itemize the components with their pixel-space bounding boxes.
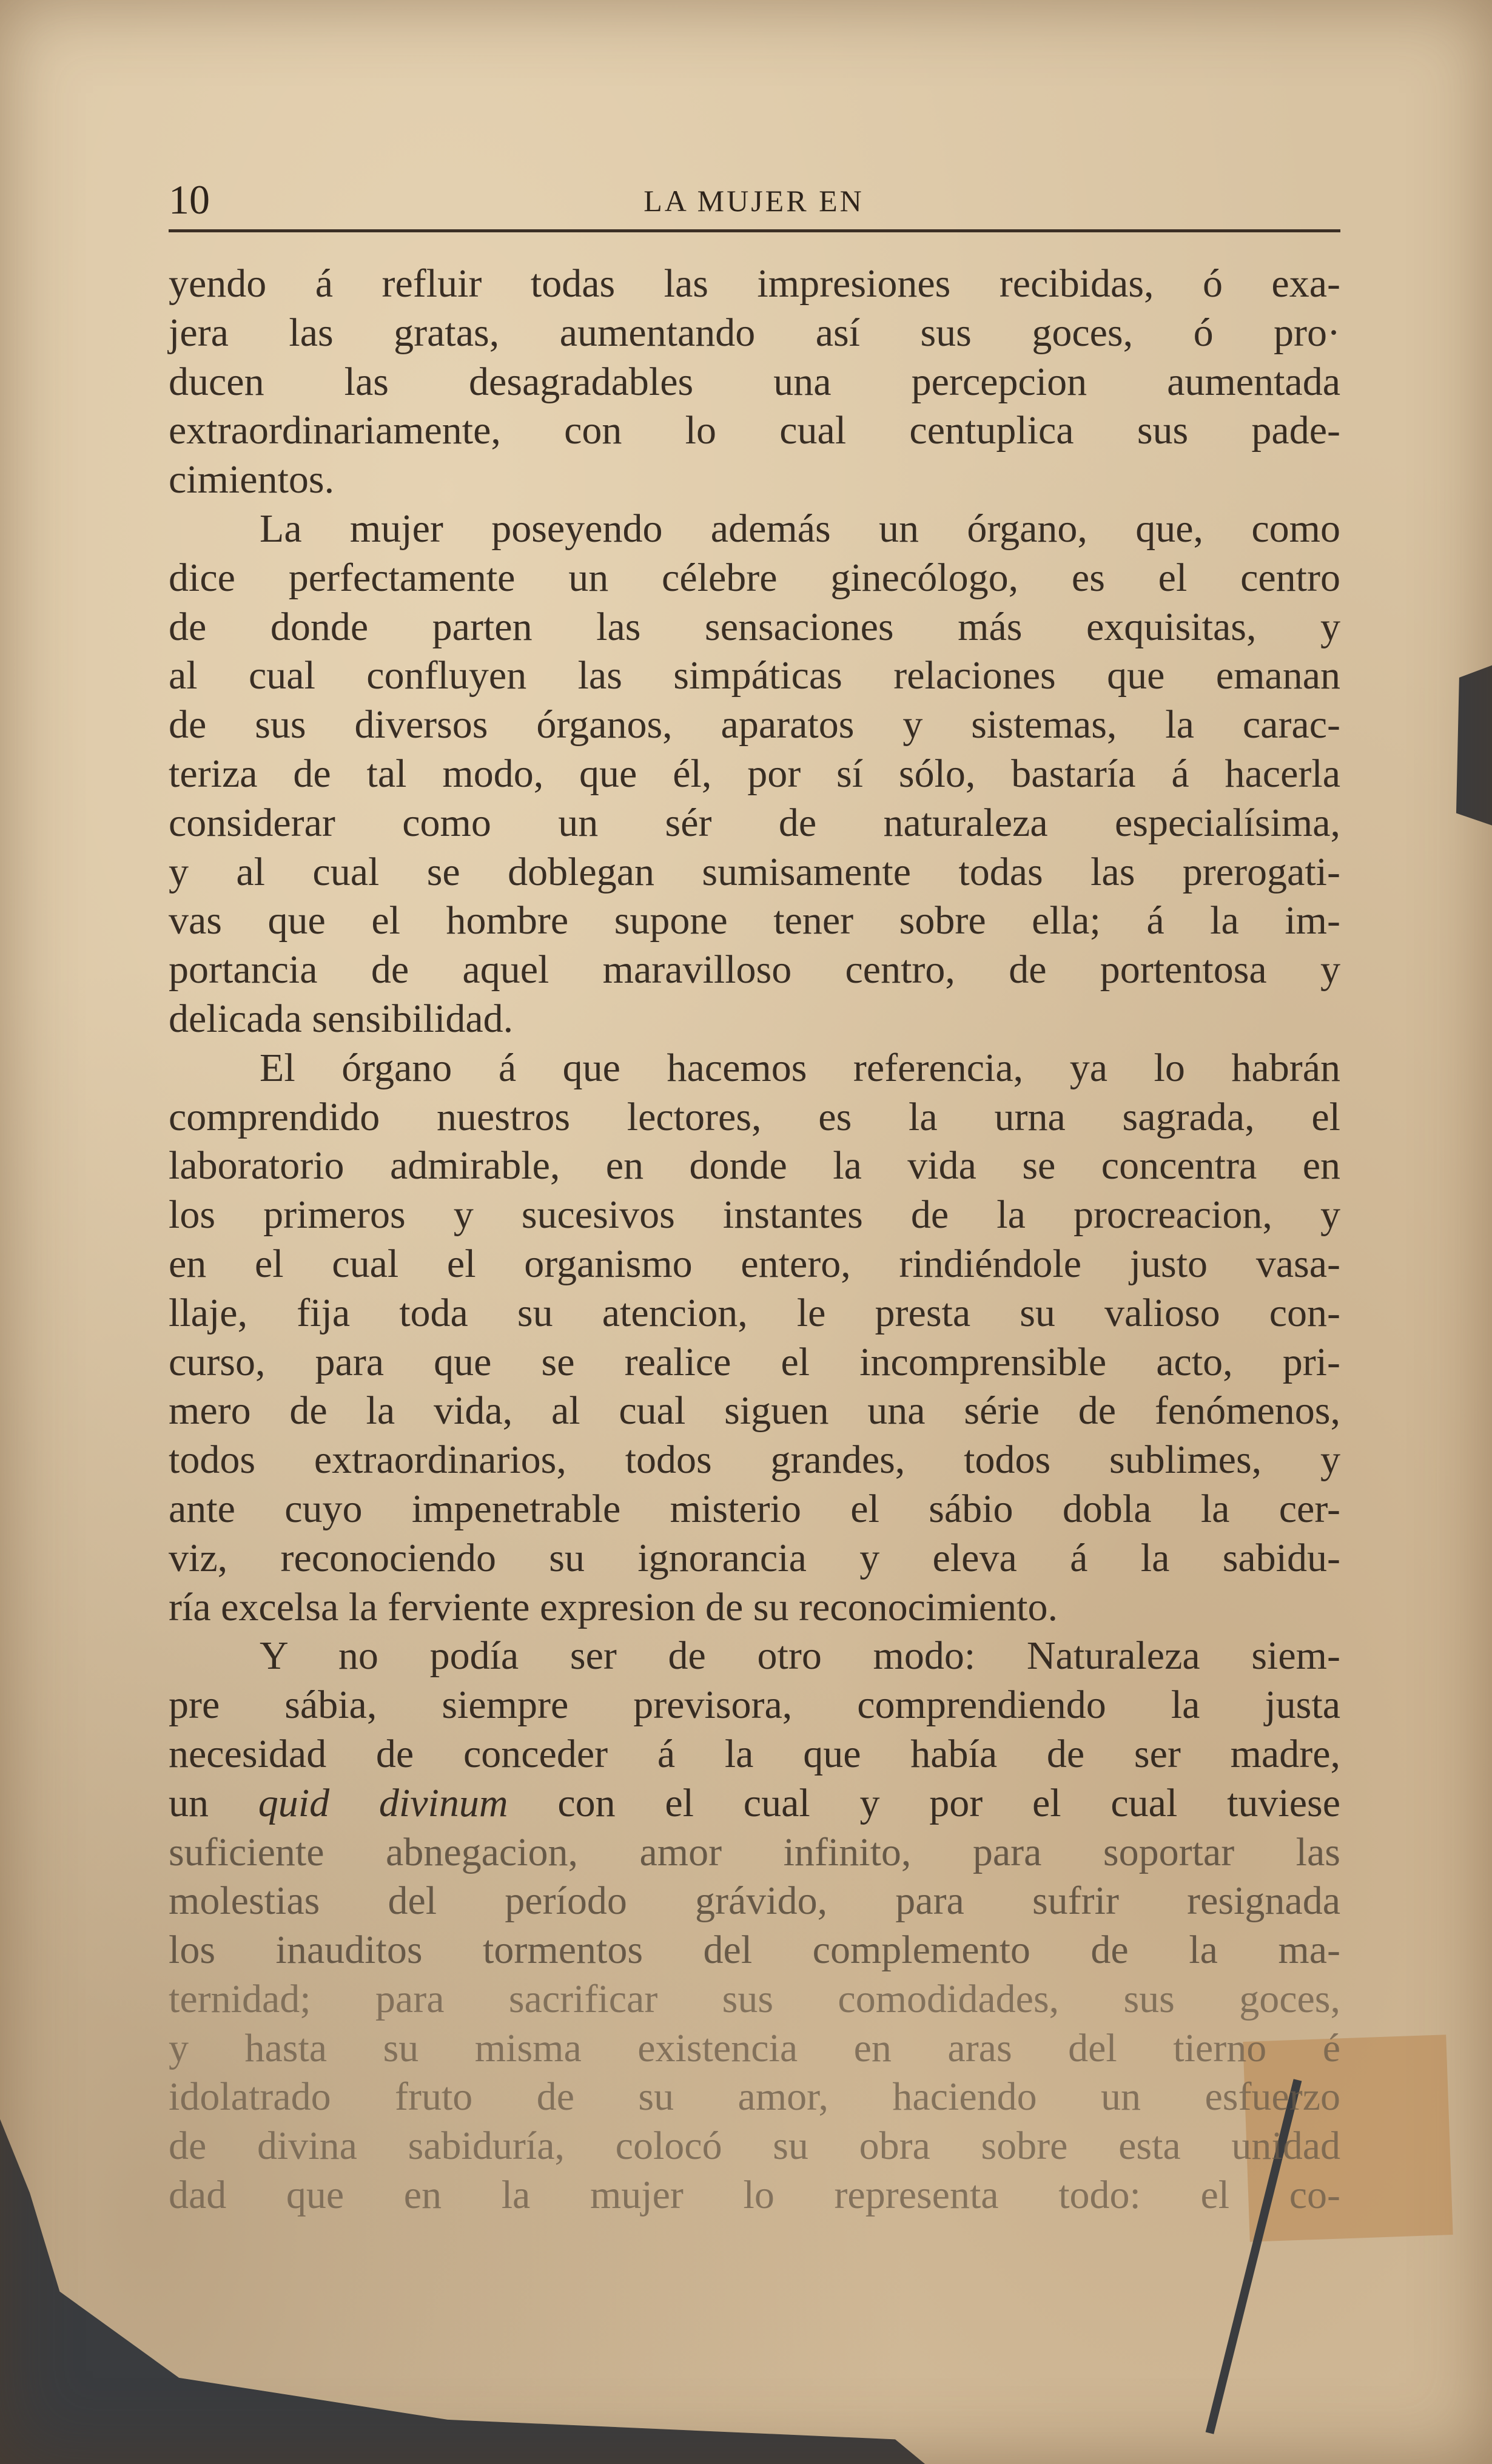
- text-line: cimientos.: [169, 457, 335, 502]
- text-line: comprendido nuestros lectores, es la urna sagrada, el: [169, 1094, 1340, 1139]
- text-line: laboratorio admirable, en donde la vida se concentra en: [169, 1143, 1340, 1188]
- text-line: y al cual se doblegan sumisamente todas las prerogati-: [169, 849, 1340, 894]
- text-line: delicada sensibilidad.: [169, 996, 514, 1041]
- text-fragment: un: [169, 1780, 209, 1825]
- text-line: en el cual el organismo entero, rindiéndole justo vasa-: [169, 1241, 1340, 1286]
- text-line: y hasta su misma existencia en aras del tierno é: [169, 2025, 1340, 2070]
- text-line: los primeros y sucesivos instantes de la procreacion, y: [169, 1193, 1340, 1237]
- text-line: todos extraordinarios, todos grandes, todos sublimes, y: [169, 1438, 1340, 1483]
- page-number: 10: [169, 177, 210, 223]
- text-line: los inauditos tormentos del complemento de la ma-: [169, 1928, 1340, 1973]
- text-line: considerar como un sér de naturaleza especialísima,: [169, 800, 1340, 845]
- text-line: mero de la vida, al cual siguen una série de fenómenos,: [169, 1389, 1340, 1433]
- text-line: suficiente abnegacion, amor infinito, para soportar las: [169, 1829, 1340, 1874]
- text-line: viz, reconociendo su ignorancia y eleva á la sabidu-: [169, 1535, 1340, 1580]
- text-line: al cual confluyen las simpáticas relaciones que emanan: [169, 653, 1340, 698]
- text-line: La mujer poseyendo además un órgano, que, como: [260, 506, 1340, 551]
- text-line: jera las gratas, aumentando así sus goces, ó pro·: [169, 310, 1340, 355]
- text-line-with-italic: [169, 1779, 1340, 1828]
- text-line: curso, para que se realice el incomprensible acto, pri-: [169, 1339, 1340, 1384]
- text-line: Y no podía ser de otro modo: Naturaleza siem-: [260, 1634, 1340, 1678]
- text-line: de divina sabiduría, colocó su obra sobre esta unidad: [169, 2124, 1340, 2169]
- text-line: pre sábia, siempre previsora, comprendiendo la justa: [169, 1683, 1340, 1728]
- text-line: de sus diversos órganos, aparatos y sistemas, la carac-: [169, 702, 1340, 747]
- text-line: ría excelsa la ferviente expresion de su reconocimiento.: [169, 1584, 1058, 1629]
- text-line: llaje, fija toda su atencion, le presta su valioso con-: [169, 1290, 1340, 1335]
- text-fragment: con el cual y por el cual tuviese: [557, 1780, 1341, 1825]
- text-line: portancia de aquel maravilloso centro, de portentosa y: [169, 948, 1340, 992]
- text-line: ducen las desagradables una percepcion aumentada: [169, 359, 1340, 404]
- body-text: [169, 260, 1340, 2220]
- text-line: ante cuyo impenetrable misterio el sábio dobla la cer-: [169, 1486, 1340, 1531]
- text-line: dice perfectamente un célebre ginecólogo, es el centro: [169, 555, 1340, 600]
- text-line: necesidad de conceder á la que había de ser madre,: [169, 1731, 1340, 1776]
- text-line: extraordinariamente, con lo cual centuplica sus pade-: [169, 408, 1340, 453]
- text-line: yendo á refluir todas las impresiones recibidas, ó exa-: [169, 261, 1340, 306]
- header-rule: [169, 229, 1340, 232]
- text-line: idolatrado fruto de su amor, haciendo un esfuerzo: [169, 2075, 1340, 2119]
- italic-phrase: quid divinum: [258, 1780, 508, 1825]
- text-line: dad que en la mujer lo representa todo: el co-: [169, 2173, 1340, 2218]
- running-head: LA MUJER EN: [644, 184, 864, 218]
- text-line: de donde parten las sensaciones más exquisitas, y: [169, 604, 1340, 649]
- text-line: teriza de tal modo, que él, por sí sólo, bastaría á hacerla: [169, 751, 1340, 796]
- text-line: ternidad; para sacrificar sus comodidades, sus goces,: [169, 1976, 1340, 2021]
- text-line: El órgano á que hacemos referencia, ya lo habrán: [260, 1045, 1340, 1090]
- text-line: molestias del período grávido, para sufrir resignada: [169, 1879, 1340, 1924]
- page-header: [169, 176, 1339, 231]
- text-line: vas que el hombre supone tener sobre ella; á la im-: [169, 898, 1340, 943]
